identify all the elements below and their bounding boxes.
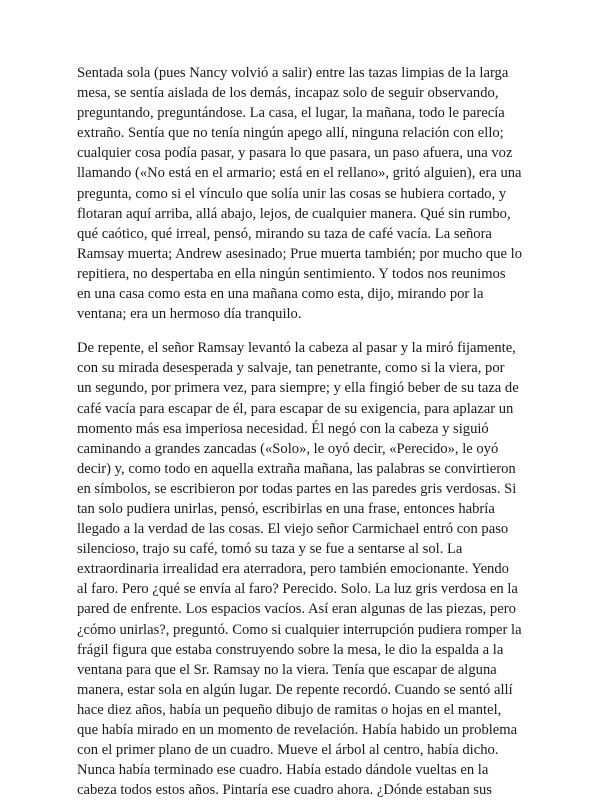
text-line: que había mirado en un momento de revelación. Había habido un problema: [77, 722, 518, 738]
text-line: decir) y, como todo en aquella extraña mañana, las palabras se convirtieron: [77, 460, 516, 477]
text-line: De repente, el señor Ramsay levantó la cabeza al pasar y la miró fijamente,: [77, 340, 516, 357]
text-line: frágil figura que estaba construyendo sobre la mesa, le dio la espalda a la: [77, 641, 504, 658]
text-line: pared de enfrente. Los espacios vacíos. Así eran algunas de las piezas, pero: [77, 601, 516, 618]
text-line: pregunta, como si el vínculo que solía unir las cosas se hubiera cortado, y: [77, 185, 507, 202]
text-line: extraordinaria irrealidad era aterradora, pero también emocionante. Yendo: [77, 561, 509, 578]
paragraph-1: [77, 63, 527, 324]
text-line: extraño. Sentía que no tenía ningún apego allí, ninguna relación con ello;: [77, 125, 504, 142]
text-line: manera, estar sola en algún lugar. De repente recordó. Cuando se sentó allí: [77, 681, 513, 698]
text-line: un segundo, por primera vez, para siempre; y ella fingió beber de su taza de: [77, 380, 519, 397]
text-line: con el primer plano de un cuadro. Mueve el árbol al centro, había dicho.: [77, 742, 499, 759]
text-line: momento más esa imperiosa necesidad. Él negó con la cabeza y siguió: [77, 420, 489, 437]
text-line: hace diez años, había un pequeño dibujo de ramitas o hojas en el mantel,: [77, 701, 502, 718]
text-line: al faro. Pero ¿qué se envía al faro? Perecido. Solo. La luz gris verdosa en la: [77, 581, 518, 598]
text-line: Sentada sola (pues Nancy volvió a salir) entre las tazas limpias de la larga: [77, 65, 509, 81]
text-line: caminando a grandes zancadas («Solo», le oyó decir, «Perecido», le oyó: [77, 440, 499, 457]
text-line: con su mirada desesperada y salvaje, tan penetrante, como si la viera, por: [77, 360, 505, 377]
text-line: tan solo pudiera unirlas, pensó, escribirlas en una frase, entonces habría: [77, 500, 495, 517]
text-line: llamando («No está en el armario; está en el rellano», gritó alguien), era una: [77, 165, 522, 182]
text-line: ventana para que el Sr. Ramsay no la viera. Tenía que escapar de alguna: [77, 661, 497, 678]
text-line: en una casa como esta en una mañana como esta, dijo, mirando por la: [77, 286, 484, 303]
text-line: qué caótico, qué irreal, pensó, mirando su taza de café vacía. La señora: [77, 225, 492, 242]
text-line: llegado a la verdad de las cosas. El viejo señor Carmichael entró con paso: [77, 521, 509, 538]
paragraph-2: [77, 338, 527, 800]
text-line: ventana; era un hermoso día tranquilo.: [77, 306, 302, 323]
text-line: mesa, se sentía aislada de los demás, incapaz solo de seguir observando,: [77, 85, 499, 102]
text-line: en símbolos, se escribieron por todas partes en las paredes gris verdosas. Si: [77, 480, 517, 497]
body-text: [77, 63, 527, 800]
text-line: café vacía para escapar de él, para escapar de su exigencia, para aplazar un: [77, 400, 514, 417]
text-line: Nunca había terminado ese cuadro. Había estado dándole vueltas en la: [77, 762, 489, 779]
text-line: ¿cómo unirlas?, preguntó. Como si cualquier interrupción pudiera romper la: [77, 621, 522, 638]
text-line: silencioso, trajo su café, tomó su taza y se fue a sentarse al sol. La: [77, 541, 463, 558]
text-line: preguntando, preguntándose. La casa, el lugar, la mañana, todo le parecía: [77, 105, 505, 122]
text-line: repitiera, no despertaba en ella ningún sentimiento. Y todos nos reunimos: [77, 265, 506, 282]
text-line: cabeza todos estos años. Pintaría ese cuadro ahora. ¿Dónde estaban sus: [77, 782, 492, 799]
text-line: flotaran aquí arriba, allá abajo, lejos, de cualquier manera. Qué sin rumbo,: [77, 205, 511, 222]
text-line: cualquier cosa podía pasar, y pasara lo que pasara, un paso afuera, una voz: [77, 145, 513, 162]
text-line: Ramsay muerta; Andrew asesinado; Prue muerta también; por mucho que lo: [77, 245, 522, 262]
